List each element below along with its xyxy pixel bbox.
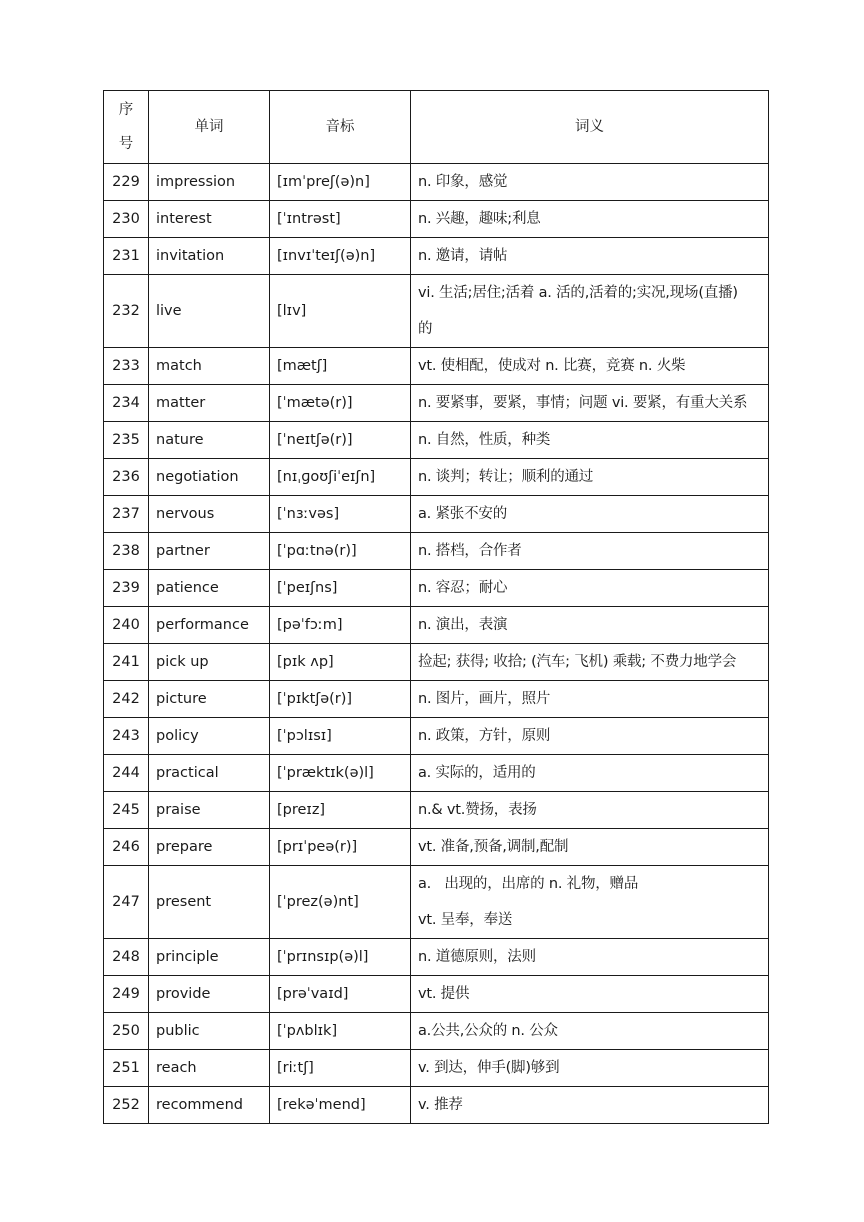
meaning-cell xyxy=(411,459,769,496)
meaning-line: v. 推荐 xyxy=(418,1097,463,1113)
row-number-cell: 241 xyxy=(104,644,149,681)
table-row xyxy=(104,238,769,275)
meaning-line: n. 谈判；转让；顺利的通过 xyxy=(418,469,594,485)
header-meaning: 词义 xyxy=(411,91,769,164)
phonetic-cell: [ˈpeɪʃns] xyxy=(270,570,411,607)
table-row xyxy=(104,644,769,681)
table-row xyxy=(104,792,769,829)
row-number-cell: 251 xyxy=(104,1050,149,1087)
word-cell: nature xyxy=(149,422,270,459)
table-row xyxy=(104,976,769,1013)
meaning-line: n. 政策，方针，原则 xyxy=(418,728,551,744)
meaning-line: n. 自然，性质，种类 xyxy=(418,432,551,448)
meaning-line: a. 出现的，出席的 n. 礼物，赠品 xyxy=(418,876,639,892)
meaning-cell xyxy=(411,976,769,1013)
phonetic-cell: [ˈprɪnsɪp(ə)l] xyxy=(270,939,411,976)
meaning-cell xyxy=(411,718,769,755)
row-number-cell: 230 xyxy=(104,201,149,238)
meaning-cell xyxy=(411,1087,769,1124)
meaning-line: a. 紧张不安的 xyxy=(418,506,508,522)
phonetic-cell: [ˈpɔlɪsɪ] xyxy=(270,718,411,755)
word-cell: principle xyxy=(149,939,270,976)
row-number-cell: 235 xyxy=(104,422,149,459)
meaning-cell xyxy=(411,607,769,644)
meaning-cell xyxy=(411,385,769,422)
row-number-cell: 240 xyxy=(104,607,149,644)
row-number-cell: 239 xyxy=(104,570,149,607)
word-cell: picture xyxy=(149,681,270,718)
word-cell: praise xyxy=(149,792,270,829)
row-number-cell: 237 xyxy=(104,496,149,533)
table-body xyxy=(104,164,769,1124)
phonetic-cell: [rekəˈmend] xyxy=(270,1087,411,1124)
header-word: 单词 xyxy=(149,91,270,164)
phonetic-cell: [mætʃ] xyxy=(270,348,411,385)
row-number-cell: 231 xyxy=(104,238,149,275)
meaning-cell xyxy=(411,201,769,238)
meaning-cell xyxy=(411,570,769,607)
table-row xyxy=(104,755,769,792)
meaning-cell xyxy=(411,866,769,939)
meaning-cell xyxy=(411,422,769,459)
word-cell: partner xyxy=(149,533,270,570)
meaning-cell xyxy=(411,238,769,275)
meaning-cell xyxy=(411,164,769,201)
meaning-cell xyxy=(411,275,769,348)
meaning-line: n. 图片，画片，照片 xyxy=(418,691,551,707)
meaning-cell xyxy=(411,348,769,385)
meaning-line: 的 xyxy=(418,321,433,337)
row-number-cell: 244 xyxy=(104,755,149,792)
row-number-cell: 229 xyxy=(104,164,149,201)
table-row xyxy=(104,829,769,866)
phonetic-cell: [ˈpʌblɪk] xyxy=(270,1013,411,1050)
word-cell: public xyxy=(149,1013,270,1050)
phonetic-cell: [prɪˈpeə(r)] xyxy=(270,829,411,866)
row-number-cell: 248 xyxy=(104,939,149,976)
meaning-line: n. 印象，感觉 xyxy=(418,174,508,190)
word-cell: impression xyxy=(149,164,270,201)
meaning-line: n. 要紧事，要紧，事情；问题 vi. 要紧，有重大关系 xyxy=(418,395,748,411)
table-row xyxy=(104,348,769,385)
phonetic-cell: [ˈneɪtʃə(r)] xyxy=(270,422,411,459)
word-cell: practical xyxy=(149,755,270,792)
word-cell: policy xyxy=(149,718,270,755)
table-row xyxy=(104,866,769,939)
row-number-cell: 232 xyxy=(104,275,149,348)
table-row xyxy=(104,570,769,607)
header-number-line-2: 号 xyxy=(118,136,134,152)
row-number-cell: 236 xyxy=(104,459,149,496)
word-cell: performance xyxy=(149,607,270,644)
meaning-line: n. 搭档，合作者 xyxy=(418,543,522,559)
meaning-cell xyxy=(411,792,769,829)
table-row xyxy=(104,385,769,422)
meaning-line: n. 邀请，请帖 xyxy=(418,248,508,264)
meaning-line: a.公共,公众的 n. 公众 xyxy=(418,1023,558,1039)
table-row xyxy=(104,459,769,496)
word-cell: match xyxy=(149,348,270,385)
row-number-cell: 250 xyxy=(104,1013,149,1050)
table-row xyxy=(104,275,769,348)
meaning-line: vi. 生活;居住;活着 a. 活的,活着的;实况,现场(直播) xyxy=(418,285,738,301)
table-row xyxy=(104,1087,769,1124)
header-phonetic: 音标 xyxy=(270,91,411,164)
word-cell: live xyxy=(149,275,270,348)
phonetic-cell: [pɪk ʌp] xyxy=(270,644,411,681)
row-number-cell: 252 xyxy=(104,1087,149,1124)
table-row xyxy=(104,681,769,718)
meaning-cell xyxy=(411,533,769,570)
phonetic-cell: [preɪz] xyxy=(270,792,411,829)
table-row xyxy=(104,201,769,238)
meaning-line: a. 实际的，适用的 xyxy=(418,765,536,781)
meaning-line: 捡起; 获得; 收拾; (汽车; 飞机) 乘载; 不费力地学会 xyxy=(418,654,737,670)
phonetic-cell: [prəˈvaɪd] xyxy=(270,976,411,1013)
phonetic-cell: [ɪmˈpreʃ(ə)n] xyxy=(270,164,411,201)
table-row xyxy=(104,422,769,459)
meaning-line: vt. 使相配，使成对 n. 比赛，竞赛 n. 火柴 xyxy=(418,358,686,374)
meaning-line: n. 演出，表演 xyxy=(418,617,508,633)
phonetic-cell: [ˈpræktɪk(ə)l] xyxy=(270,755,411,792)
meaning-line: v. 到达，伸手(脚)够到 xyxy=(418,1060,560,1076)
header-number-line-1: 序 xyxy=(118,102,134,118)
phonetic-cell: [ˈmætə(r)] xyxy=(270,385,411,422)
word-cell: reach xyxy=(149,1050,270,1087)
meaning-line: vt. 提供 xyxy=(418,986,470,1002)
row-number-cell: 242 xyxy=(104,681,149,718)
phonetic-cell: [ˈnɜːvəs] xyxy=(270,496,411,533)
phonetic-cell: [ˈɪntrəst] xyxy=(270,201,411,238)
table-row xyxy=(104,718,769,755)
row-number-cell: 234 xyxy=(104,385,149,422)
meaning-line: n. 道德原则，法则 xyxy=(418,949,536,965)
phonetic-cell: [riːtʃ] xyxy=(270,1050,411,1087)
meaning-cell xyxy=(411,1050,769,1087)
word-cell: provide xyxy=(149,976,270,1013)
table-row xyxy=(104,533,769,570)
meaning-line: vt. 呈奉，奉送 xyxy=(418,912,513,928)
row-number-cell: 249 xyxy=(104,976,149,1013)
vocabulary-table xyxy=(103,90,769,1124)
meaning-cell xyxy=(411,1013,769,1050)
table-row xyxy=(104,1013,769,1050)
meaning-line: vt. 准备,预备,调制,配制 xyxy=(418,839,569,855)
table-row xyxy=(104,939,769,976)
phonetic-cell: [ˈpɑːtnə(r)] xyxy=(270,533,411,570)
row-number-cell: 245 xyxy=(104,792,149,829)
meaning-cell xyxy=(411,939,769,976)
phonetic-cell: [ɪnvɪˈteɪʃ(ə)n] xyxy=(270,238,411,275)
row-number-cell: 246 xyxy=(104,829,149,866)
word-cell: pick up xyxy=(149,644,270,681)
word-cell: matter xyxy=(149,385,270,422)
table-row xyxy=(104,1050,769,1087)
meaning-cell xyxy=(411,829,769,866)
word-cell: negotiation xyxy=(149,459,270,496)
table-header-row xyxy=(104,91,769,164)
table-row xyxy=(104,496,769,533)
word-cell: present xyxy=(149,866,270,939)
phonetic-cell: [nɪˌɡoʊʃiˈeɪʃn] xyxy=(270,459,411,496)
table-row xyxy=(104,164,769,201)
phonetic-cell: [ˈprez(ə)nt] xyxy=(270,866,411,939)
row-number-cell: 247 xyxy=(104,866,149,939)
word-cell: patience xyxy=(149,570,270,607)
word-cell: prepare xyxy=(149,829,270,866)
meaning-cell xyxy=(411,644,769,681)
word-cell: nervous xyxy=(149,496,270,533)
row-number-cell: 243 xyxy=(104,718,149,755)
meaning-cell xyxy=(411,496,769,533)
phonetic-cell: [lɪv] xyxy=(270,275,411,348)
meaning-cell xyxy=(411,755,769,792)
row-number-cell: 233 xyxy=(104,348,149,385)
header-number xyxy=(104,91,149,164)
word-cell: interest xyxy=(149,201,270,238)
phonetic-cell: [pəˈfɔːm] xyxy=(270,607,411,644)
row-number-cell: 238 xyxy=(104,533,149,570)
meaning-line: n. 容忍；耐心 xyxy=(418,580,508,596)
meaning-line: n.& vt.赞扬，表扬 xyxy=(418,802,537,818)
table-row xyxy=(104,607,769,644)
word-cell: invitation xyxy=(149,238,270,275)
meaning-line: n. 兴趣，趣味;利息 xyxy=(418,211,541,227)
word-cell: recommend xyxy=(149,1087,270,1124)
meaning-cell xyxy=(411,681,769,718)
phonetic-cell: [ˈpɪktʃə(r)] xyxy=(270,681,411,718)
